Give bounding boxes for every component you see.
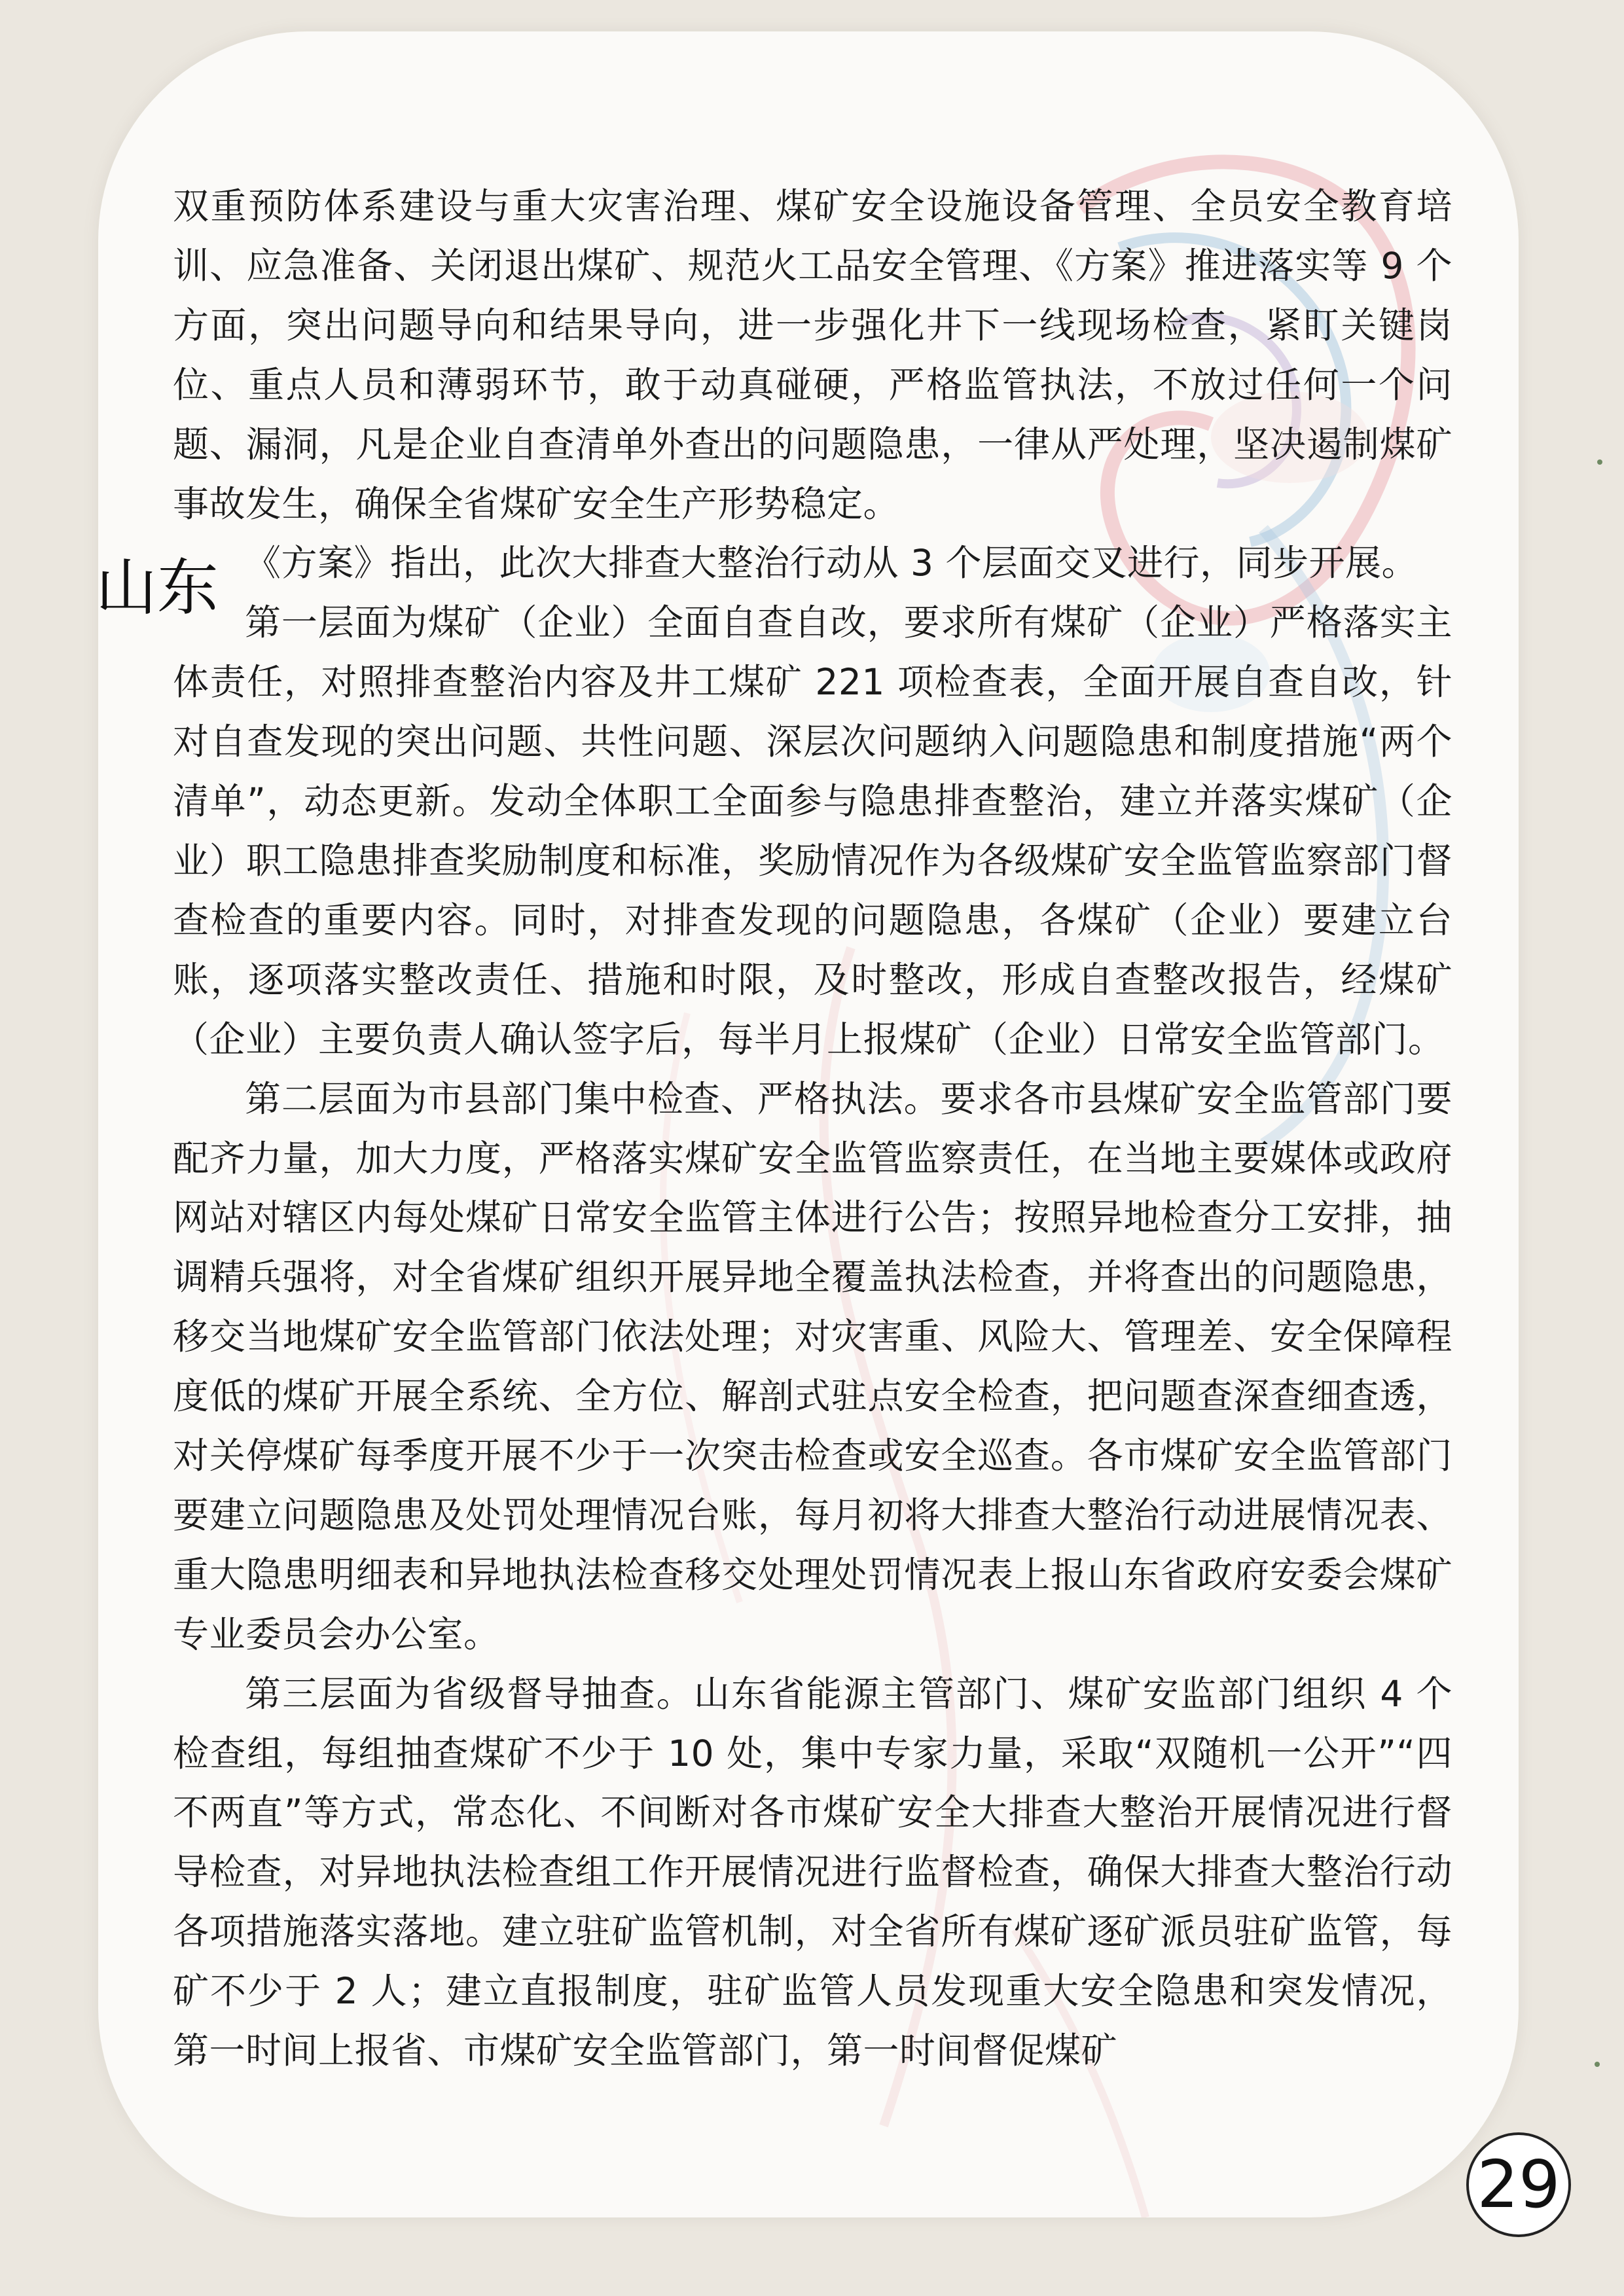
paragraph: 《方案》指出，此次大排查大整治行动从 3 个层面交叉进行，同步开展。: [245, 542, 1418, 584]
article-body: [173, 177, 1453, 2081]
paragraph: 第二层面为市县部门集中检查、严格执法。要求各市县煤矿安全监管部门要配齐力量，加大力度，严格落实煤矿安全监管监察责任，在当地主要媒体或政府网站对辖区内每处煤矿日常安全监管主体进行公告；按照异地检查分工安排，抽调精兵强将，对全省煤矿组织开展异地全覆盖执法检查，并将查出的问题隐患，移交当地煤矿安全监管部门依法处理；对灾害重、风险大、管理差、安全保障程度低的煤矿开展全系统、全方位、解剖式驻点安全检查，把问题查深查细查透，对关停煤矿每季度开展不少于一次突击检查或安全巡查。各市煤矿安全监管部门要建立问题隐患及处罚处理情况台账，每月初将大排查大整治行动进展情况表、重大隐患明细表和异地执法检查移交处理处罚情况表上报山东省政府安委会煤矿专业委员会办公室。: [173, 1077, 1453, 1655]
paragraph: 第一层面为煤矿（企业）全面自查自改，要求所有煤矿（企业）严格落实主体责任，对照排查整治内容及井工煤矿 221 项检查表，全面开展自查自改，针对自查发现的突出问题、共性问题、深层次问题纳入问题隐患和制度措施“两个清单”，动态更新。发动全体职工全面参与隐患排查整治，建立并落实煤矿（企业）职工隐患排查奖励制度和标准，奖励情况作为各级煤矿安全监管监察部门督查检查的重要内容。同时，对排查发现的问题隐患，各煤矿（企业）要建立台账，逐项落实整改责任、措施和时限，及时整改，形成自查整改报告，经煤矿（企业）主要负责人确认签字后，每半月上报煤矿（企业）日常安全监管部门。: [173, 601, 1453, 1060]
page-number: 29: [1466, 2132, 1571, 2237]
decorative-dot: [1597, 459, 1602, 465]
region-label: 山东: [96, 552, 219, 624]
decorative-dot: [1595, 2062, 1600, 2067]
paragraph: 双重预防体系建设与重大灾害治理、煤矿安全设施设备管理、全员安全教育培训、应急准备、关闭退出煤矿、规范火工品安全管理、《方案》推进落实等 9 个方面，突出问题导向和结果导向，进一步强化井下一线现场检查，紧盯关键岗位、重点人员和薄弱环节，敢于动真碰硬，严格监管执法，不放过任何一个问题、漏洞，凡是企业自查清单外查出的问题隐患，一律从严处理，坚决遏制煤矿事故发生，确保全省煤矿安全生产形势稳定。: [173, 185, 1453, 525]
paragraph: 第三层面为省级督导抽查。山东省能源主管部门、煤矿安监部门组织 4 个检查组，每组抽查煤矿不少于 10 处，集中专家力量，采取“双随机一公开”“四不两直”等方式，常态化、不间断对各市煤矿安全大排查大整治开展情况进行督导检查，对异地执法检查组工作开展情况进行监督检查，确保大排查大整治行动各项措施落实落地。建立驻矿监管机制，对全省所有煤矿逐矿派员驻矿监管，每矿不少于 2 人；建立直报制度，驻矿监管人员发现重大安全隐患和突发情况，第一时间上报省、市煤矿安全监管部门，第一时间督促煤矿: [173, 1672, 1453, 2072]
